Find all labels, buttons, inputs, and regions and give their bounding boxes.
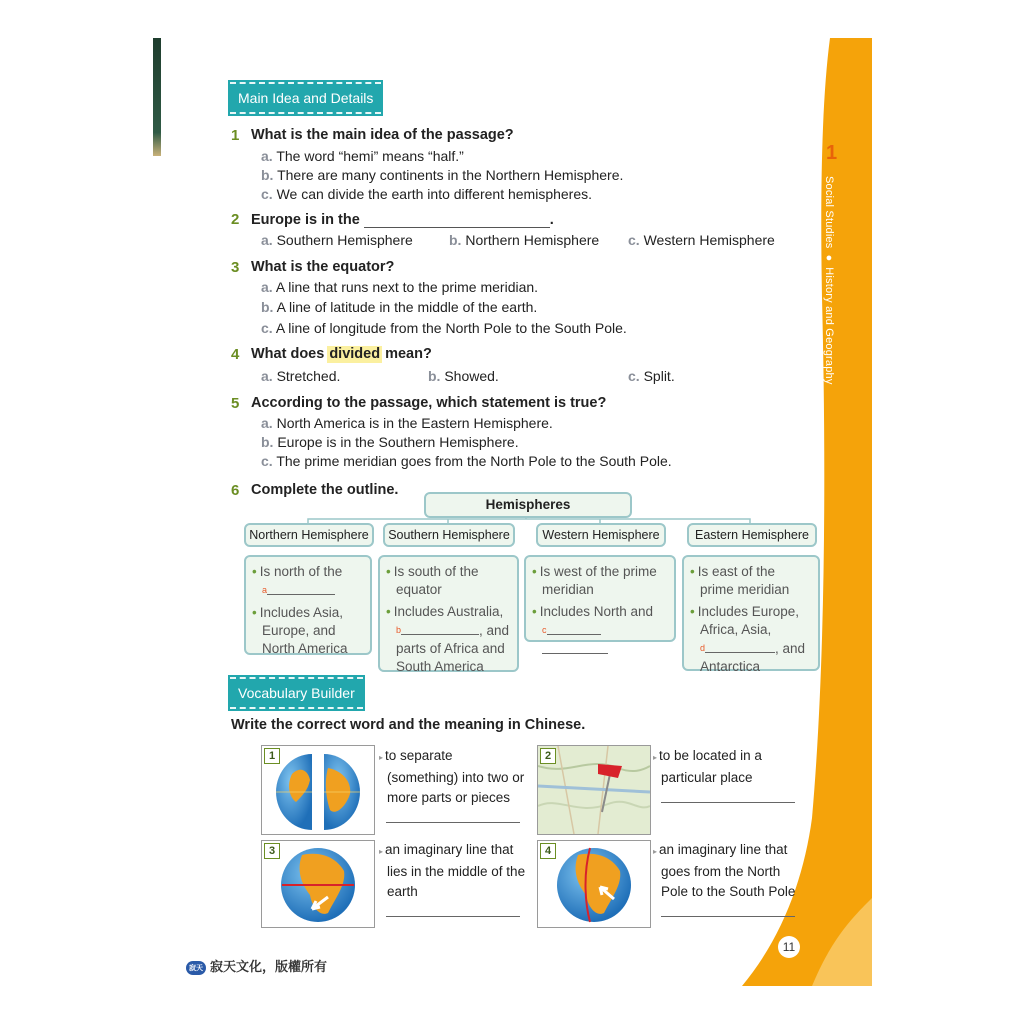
answer-blank-b — [401, 621, 479, 635]
question-number: 6 — [231, 482, 240, 499]
question-text-after: mean? — [385, 346, 432, 362]
vocab-definition-1: ▸ to separate (something) into two or more parts or pieces — [379, 748, 525, 805]
vocab-definition-4: ▸ an imaginary line that goes from the North Pole to the South Pole — [653, 842, 796, 899]
question-text: Europe is in the — [251, 212, 360, 228]
vocab-image-1 — [261, 745, 375, 835]
outline-bullet: • Is east of the prime meridian — [690, 564, 790, 597]
q5-option-a: a. North America is in the Eastern Hemisphere. — [261, 415, 553, 431]
q5-option-c: c. The prime meridian goes from the North Pole to the South Pole. — [261, 453, 672, 469]
question-number: 4 — [231, 346, 240, 363]
outline-category-eastern: Eastern Hemisphere — [687, 523, 817, 547]
vocab-definition-3: ▸ an imaginary line that lies in the middle of the earth — [379, 842, 526, 899]
publisher-text: 寂天文化，版權所有 — [210, 960, 328, 975]
highlighted-word: divided — [329, 346, 381, 362]
question-number: 2 — [231, 211, 240, 228]
publisher-footer — [186, 956, 327, 975]
outline-detail-southern — [378, 555, 519, 672]
question-end: . — [549, 212, 554, 228]
publisher-logo-icon: 寂天 — [186, 961, 206, 975]
q3-option-a: a. A line that runs next to the prime meridian. — [261, 279, 539, 295]
question-number: 1 — [231, 127, 240, 144]
q2-option-a: a. Southern Hemisphere — [261, 232, 413, 248]
question-text: Complete the outline. — [251, 482, 399, 498]
vocab-number: 2 — [540, 748, 556, 764]
q3-option-b: b. A line of latitude in the middle of the earth. — [261, 299, 538, 315]
q5-option-b: b. Europe is in the Southern Hemisphere. — [261, 434, 519, 450]
outline-category-southern: Southern Hemisphere — [383, 523, 515, 547]
q3-option-c: c. A line of longitude from the North Pole to the South Pole. — [261, 320, 627, 336]
q1-option-c: c. We can divide the earth into different hemispheres. — [261, 186, 593, 202]
q1-option-b: b. There are many continents in the Northern Hemisphere. — [261, 167, 624, 183]
vocab-heading: Vocabulary Builder — [230, 677, 363, 709]
question-number: 3 — [231, 259, 240, 276]
answer-blank-c2 — [542, 640, 608, 654]
outline-root: Hemispheres — [424, 492, 632, 518]
q1-option-a: a. The word “hemi” means “half.” — [261, 148, 464, 164]
outline-bullet: • Is north of the $^a$ — [252, 564, 343, 595]
vocab-image-3 — [261, 840, 375, 928]
vocab-number: 4 — [540, 843, 556, 859]
vocab-definition-2: ▸ to be located in a particular place — [653, 748, 762, 785]
question-text-before: What does — [251, 346, 325, 362]
outline-category-western: Western Hemisphere — [536, 523, 666, 547]
vocab-instruction: Write the correct word and the meaning in Chinese. — [231, 717, 586, 733]
q2-option-c: c. Western Hemisphere — [628, 232, 775, 248]
chapter-number: 1 — [826, 142, 838, 164]
vocab-answer-line-2[interactable] — [661, 802, 795, 803]
vocab-image-4 — [537, 840, 651, 928]
question-text: What is the main idea of the passage? — [251, 127, 514, 143]
question-text: What is the equator? — [251, 259, 395, 275]
outline-category-northern: Northern Hemisphere — [244, 523, 374, 547]
q4-option-c: c. Split. — [628, 368, 675, 384]
q4-option-a: a. Stretched. — [261, 368, 341, 384]
answer-blank-c1 — [547, 621, 601, 635]
subject-label: Social Studies ● History and Geography — [823, 176, 835, 385]
q2-option-b: b. Northern Hemisphere — [449, 232, 600, 248]
q4-option-b: b. Showed. — [428, 368, 499, 384]
outline-detail-eastern — [682, 555, 820, 674]
outline-detail-western — [524, 555, 676, 642]
answer-blank-d — [705, 639, 775, 653]
vocab-number: 3 — [264, 843, 280, 859]
question-number: 5 — [231, 395, 240, 412]
outline-bullet: • Is south of the equator — [386, 564, 479, 597]
outline-bullet: • Includes Europe, Africa, Asia, $^d$ , and Antarctica — [690, 604, 806, 674]
vocab-answer-line-4[interactable] — [661, 916, 795, 917]
outline-bullet: • Is west of the prime meridian — [532, 564, 657, 597]
answer-blank-a — [267, 581, 335, 595]
vocab-image-2 — [537, 745, 651, 835]
question-text: According to the passage, which statement is true? — [251, 395, 607, 411]
outline-bullet: • Includes Asia, Europe, and North America — [252, 605, 348, 656]
outline-bullet: • Includes North and $^c$ — [532, 603, 668, 659]
main-idea-heading: Main Idea and Details — [230, 82, 381, 114]
outline-detail-northern — [244, 555, 372, 655]
vocab-answer-line-3[interactable] — [386, 916, 520, 917]
outline-bullet: • Includes Australia, $^b$ , and parts of Africa and South America — [386, 604, 510, 674]
vocab-answer-line-1[interactable] — [386, 822, 520, 823]
page-number: 11 — [778, 936, 800, 958]
vocab-number: 1 — [264, 748, 280, 764]
